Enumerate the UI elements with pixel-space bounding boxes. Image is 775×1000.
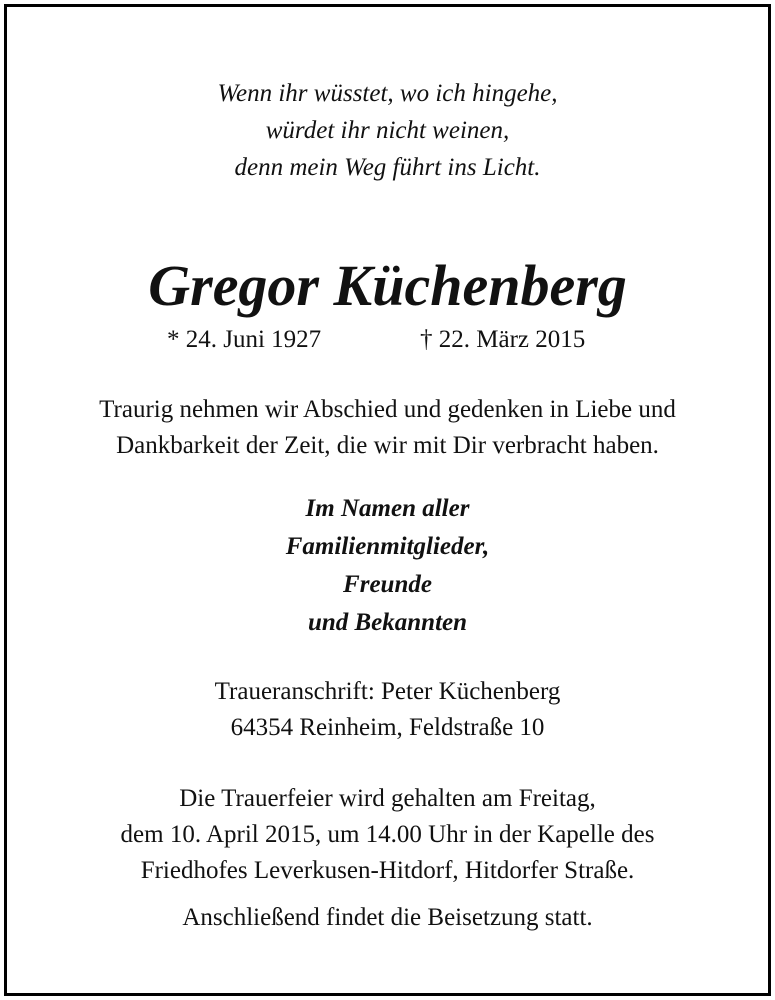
motto-line-2: würdet ihr nicht weinen, xyxy=(265,117,510,144)
signature-line-4: und Bekannten xyxy=(307,609,468,636)
death-date: † 22. März 2015 xyxy=(420,326,586,353)
burial-note: Anschließend findet die Beisetzung statt. xyxy=(182,904,593,931)
motto-line-3: denn mein Weg führt ins Licht. xyxy=(234,154,541,181)
address-line-1: Traueranschrift: Peter Küchenberg xyxy=(214,678,561,705)
ceremony-line-1: Die Trauerfeier wird gehalten am Freitag, xyxy=(179,785,596,812)
birth-date: * 24. Juni 1927 xyxy=(167,326,322,353)
message-line-1: Traurig nehmen wir Abschied und gedenken in Liebe und xyxy=(99,396,676,423)
signature-line-3: Freunde xyxy=(343,571,432,598)
signature-line-2: Familienmitglieder, xyxy=(285,533,490,560)
obituary-notice xyxy=(4,4,771,996)
deceased-name: Gregor Küchenberg xyxy=(148,253,627,318)
address-line-2: 64354 Reinheim, Feldstraße 10 xyxy=(230,714,545,741)
motto-line-1: Wenn ihr wüsstet, wo ich hingehe, xyxy=(217,80,558,107)
message-line-2: Dankbarkeit der Zeit, die wir mit Dir verbracht haben. xyxy=(116,432,659,459)
signature-line-1: Im Namen aller xyxy=(305,495,470,522)
life-dates xyxy=(7,325,768,355)
ceremony-line-3: Friedhofes Leverkusen-Hitdorf, Hitdorfer Straße. xyxy=(140,857,635,884)
ceremony-line-2: dem 10. April 2015, um 14.00 Uhr in der Kapelle des xyxy=(120,821,655,848)
